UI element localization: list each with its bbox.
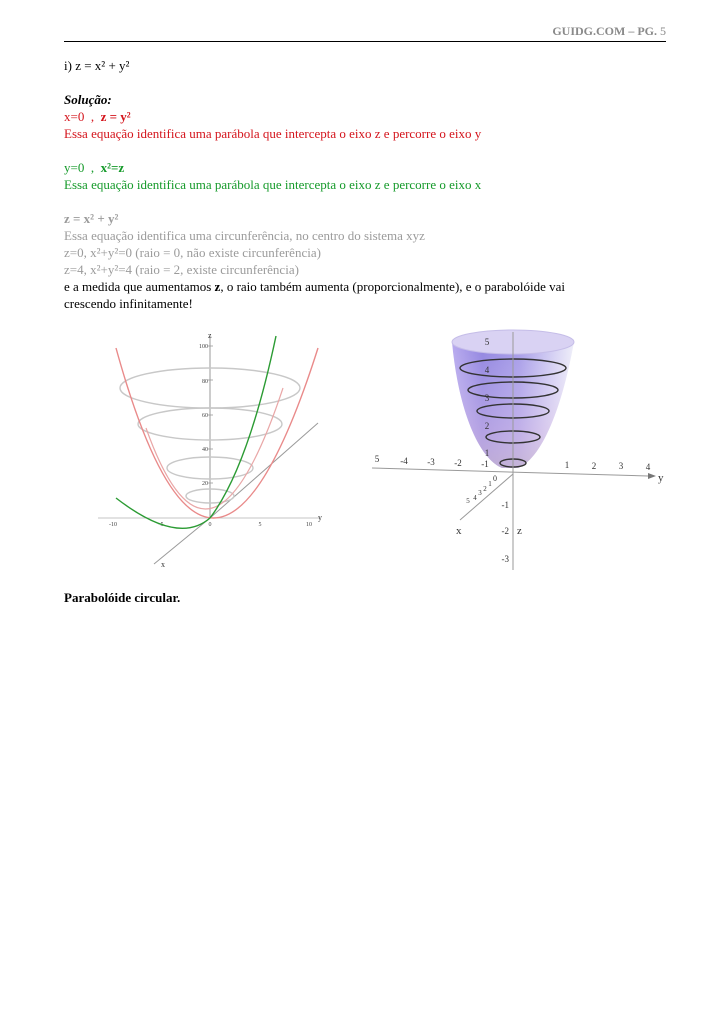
y-axis-label: y	[658, 472, 664, 484]
page-body	[64, 57, 664, 312]
x-tick-4: 4	[473, 494, 477, 502]
case2-cond-b: x²=z	[100, 160, 125, 175]
case1-sep: ,	[90, 109, 95, 124]
z-tick-100: 100	[199, 344, 208, 350]
x-axis-label: x	[161, 560, 165, 569]
y-tick-1: 1	[564, 460, 570, 470]
z-tick-neg2: -2	[501, 526, 509, 536]
z-axis-label: z	[517, 525, 522, 537]
z-tick-40: 40	[202, 447, 208, 453]
conclusion-var: z	[214, 279, 221, 294]
y-tick-neg5: -5	[158, 522, 164, 528]
z-tick-60: 60	[202, 413, 208, 419]
y-axis-label: y	[318, 513, 322, 522]
y-tick-4: 4	[645, 462, 651, 472]
conclusion-line-1	[64, 278, 664, 295]
header-site: GUIDG.COM – PG.	[552, 24, 657, 38]
y-tick-10: 10	[306, 522, 312, 528]
x-axis-label: x	[456, 525, 462, 537]
z-tick-80: 80	[202, 379, 208, 385]
header-page-number: 5	[660, 24, 666, 38]
case1-description: Essa equação identifica uma parábola que intercepta o eixo z e percorre o eixo y	[64, 126, 482, 141]
case2-description: Essa equação identifica uma parábola que intercepta o eixo z e percorre o eixo x	[64, 177, 482, 192]
case3-description: Essa equação identifica uma circunferência, no centro do sistema xyz	[64, 228, 425, 243]
z-tick-5: 5	[484, 337, 490, 347]
y-tick-0: 0	[208, 522, 212, 528]
z-tick-1: 1	[484, 448, 490, 458]
right-figure	[368, 328, 668, 573]
z-tick-4: 4	[484, 365, 490, 375]
case3-equation: z = x² + y²	[64, 211, 119, 226]
origin-label: 0	[493, 474, 497, 483]
case3-example-2: z=4, x²+y²=4 (raio = 2, existe circunferência)	[64, 262, 299, 277]
y-tick-neg5: 5	[374, 454, 380, 464]
case1-conditions	[64, 108, 664, 125]
y-tick-neg3: -3	[427, 457, 435, 467]
case2-conditions	[64, 159, 664, 176]
x-tick-3: 3	[478, 489, 482, 497]
x-tick-5: 5	[466, 497, 470, 505]
y-tick-neg4: -4	[400, 456, 408, 466]
y-tick-2: 2	[591, 461, 597, 471]
conclusion-post: , o raio também aumenta (proporcionalmente), e o parabolóide vai	[220, 279, 566, 294]
conclusion-pre: e a medida que aumentamos	[64, 279, 215, 294]
case2-sep: ,	[90, 160, 95, 175]
left-figure	[88, 328, 326, 570]
conclusion-line-2: crescendo infinitamente!	[64, 296, 193, 311]
z-tick-20: 20	[202, 481, 208, 487]
y-tick-5: 5	[258, 522, 262, 528]
y-tick-3: 3	[618, 461, 624, 471]
problem-statement: i) z = x² + y²	[64, 58, 130, 73]
case1-cond-b: z = y²	[100, 109, 131, 124]
z-tick-3: 3	[484, 393, 490, 403]
z-axis-label: z	[208, 331, 212, 340]
solution-label: Solução:	[64, 92, 112, 107]
y-tick-neg1: -1	[481, 459, 489, 469]
z-tick-neg1: -1	[501, 500, 509, 510]
page-header	[64, 24, 666, 42]
figure-caption: Parabolóide circular.	[64, 590, 181, 605]
z-tick-neg3: -3	[501, 554, 509, 564]
z-tick-2: 2	[484, 421, 490, 431]
y-tick-neg2: -2	[454, 458, 462, 468]
case1-cond-a: x=0	[64, 109, 85, 124]
case2-cond-a: y=0	[64, 160, 85, 175]
y-tick-neg10: -10	[109, 522, 117, 528]
x-tick-1: 1	[488, 480, 492, 488]
case3-example-1: z=0, x²+y²=0 (raio = 0, não existe circunferência)	[64, 245, 321, 260]
x-tick-2: 2	[483, 485, 487, 493]
